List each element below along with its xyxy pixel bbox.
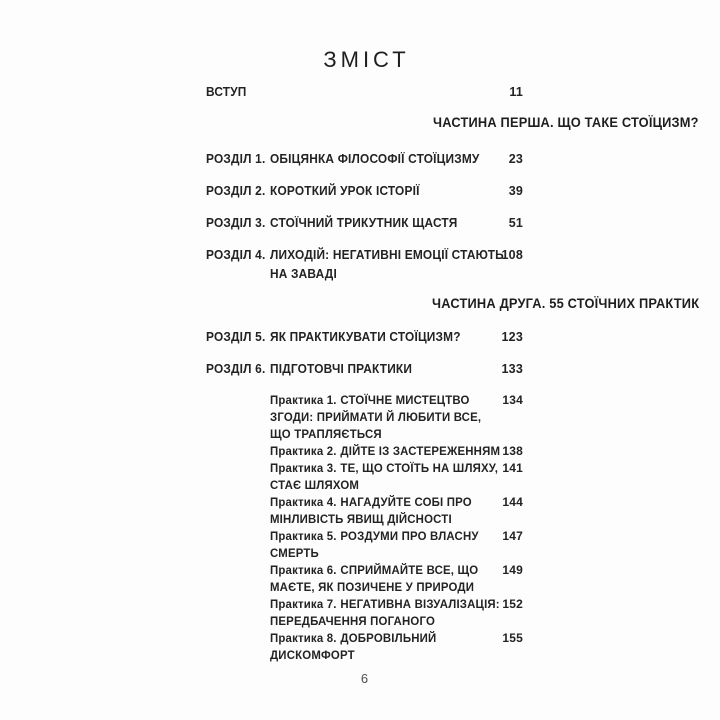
practice-page-number: 134: [502, 393, 523, 407]
chapter-title: КОРОТКИЙ УРОК ІСТОРІЇ: [270, 184, 420, 198]
practice-prefix: Практика 4.: [270, 495, 337, 509]
practice-page-number: 141: [502, 461, 523, 475]
practice-prefix: Практика 5.: [270, 529, 337, 543]
toc-entry-chapter: [206, 246, 523, 284]
practice-title-line2: ЗГОДИ: ПРИЙМАТИ Й ЛЮБИТИ ВСЕ,: [270, 410, 482, 424]
practice-title-line2: ПЕРЕДБАЧЕННЯ ПОГАНОГО: [270, 614, 436, 628]
practice-title: ДІЙТЕ ІЗ ЗАСТЕРЕЖЕННЯМ: [340, 444, 501, 458]
chapter-title: ПІДГОТОВЧІ ПРАКТИКИ: [270, 362, 413, 376]
chapter-number: РОЗДІЛ 5.: [206, 330, 266, 344]
practice-page-number: 149: [502, 563, 523, 577]
chapter-number: РОЗДІЛ 3.: [206, 216, 266, 230]
toc-entry-chapter: [206, 182, 523, 201]
practice-title: ДОБРОВІЛЬНИЙ: [340, 631, 437, 645]
toc-entry-chapter: [206, 328, 523, 347]
practice-title-line2: МІНЛИВІСТЬ ЯВИЩ ДІЙСНОСТІ: [270, 512, 452, 526]
practice-prefix: Практика 7.: [270, 597, 337, 611]
toc-entry-practice: [270, 392, 523, 443]
chapter-title-line2: НА ЗАВАДІ: [270, 267, 337, 281]
chapter-page-number: 108: [501, 248, 523, 262]
chapter-number: РОЗДІЛ 2.: [206, 184, 266, 198]
toc-entry-chapter: [206, 150, 523, 169]
part2-chapters: [206, 328, 523, 664]
practice-title: НЕГАТИВНА ВІЗУАЛІЗАЦІЯ:: [340, 597, 500, 611]
chapter-page-number: 51: [508, 216, 523, 230]
chapter-page-number: 133: [501, 362, 523, 376]
part2-heading: ЧАСТИНА ДРУГА. 55 СТОЇЧНИХ ПРАКТИК: [432, 296, 700, 311]
practice-title: ТЕ, ЩО СТОЇТЬ НА ШЛЯХУ,: [340, 461, 499, 475]
practice-page-number: 144: [502, 495, 523, 509]
practice-prefix: Практика 8.: [270, 631, 337, 645]
practice-prefix: Практика 3.: [270, 461, 337, 475]
toc-entry-practice: [270, 494, 523, 528]
toc-entry-practice: [270, 528, 523, 562]
part1-heading: ЧАСТИНА ПЕРША. ЩО ТАКЕ СТОЇЦИЗМ?: [433, 115, 699, 130]
chapter-title: ЯК ПРАКТИКУВАТИ СТОЇЦИЗМ?: [270, 330, 461, 344]
toc-entry-practice: [270, 562, 523, 596]
practice-page-number: 152: [502, 597, 523, 611]
practice-page-number: 155: [502, 631, 523, 645]
practice-title: СПРИЙМАЙТЕ ВСЕ, ЩО: [340, 563, 479, 577]
practice-title-line2: ДИСКОМФОРТ: [270, 648, 355, 662]
practice-title: РОЗДУМИ ПРО ВЛАСНУ: [340, 529, 479, 543]
chapter-title: ОБІЦЯНКА ФІЛОСОФІЇ СТОЇЦИЗМУ: [270, 152, 480, 166]
chapter-page-number: 23: [508, 152, 523, 166]
chapter-page-number: 39: [508, 184, 523, 198]
practice-page-number: 147: [502, 529, 523, 543]
chapter-number: РОЗДІЛ 1.: [206, 152, 266, 166]
practice-prefix: Практика 2.: [270, 444, 337, 458]
practice-title-line2: СТАЄ ШЛЯХОМ: [270, 478, 360, 492]
practice-page-number: 138: [502, 444, 523, 458]
practice-title: НАГАДУЙТЕ СОБІ ПРО: [340, 495, 472, 509]
part1-chapters: [206, 150, 523, 297]
toc-entry-chapter: [206, 360, 523, 379]
chapter-number: РОЗДІЛ 6.: [206, 362, 266, 376]
practice-title: СТОЇЧНЕ МИСТЕЦТВО: [340, 393, 470, 407]
practice-title-line2: МАЄТЕ, ЯК ПОЗИЧЕНЕ У ПРИРОДИ: [270, 580, 475, 594]
footer-page-number: 6: [360, 671, 369, 686]
chapter-number: РОЗДІЛ 4.: [206, 248, 266, 262]
toc-entry-practice: [270, 460, 523, 494]
chapter-title: СТОЇЧНИЙ ТРИКУТНИК ЩАСТЯ: [270, 216, 458, 230]
toc-entry-practice: [270, 596, 523, 630]
toc-entry-intro: [206, 83, 523, 102]
toc-entry-chapter: [206, 214, 523, 233]
toc-entry-practice: [270, 443, 523, 460]
practices-list: [270, 392, 523, 664]
practice-prefix: Практика 1.: [270, 393, 337, 407]
chapter-title: ЛИХОДІЙ: НЕГАТИВНІ ЕМОЦІЇ СТАЮТЬ: [270, 248, 504, 262]
practice-title-line2: СМЕРТЬ: [270, 546, 319, 560]
intro-label: ВСТУП: [206, 85, 247, 99]
intro-page-number: 11: [509, 85, 523, 99]
chapter-page-number: 123: [501, 330, 523, 344]
practice-title-line3: ЩО ТРАПЛЯЄТЬСЯ: [270, 427, 382, 441]
toc-entry-practice: [270, 630, 523, 664]
practice-prefix: Практика 6.: [270, 563, 337, 577]
toc-title: ЗМІСТ: [323, 47, 410, 72]
